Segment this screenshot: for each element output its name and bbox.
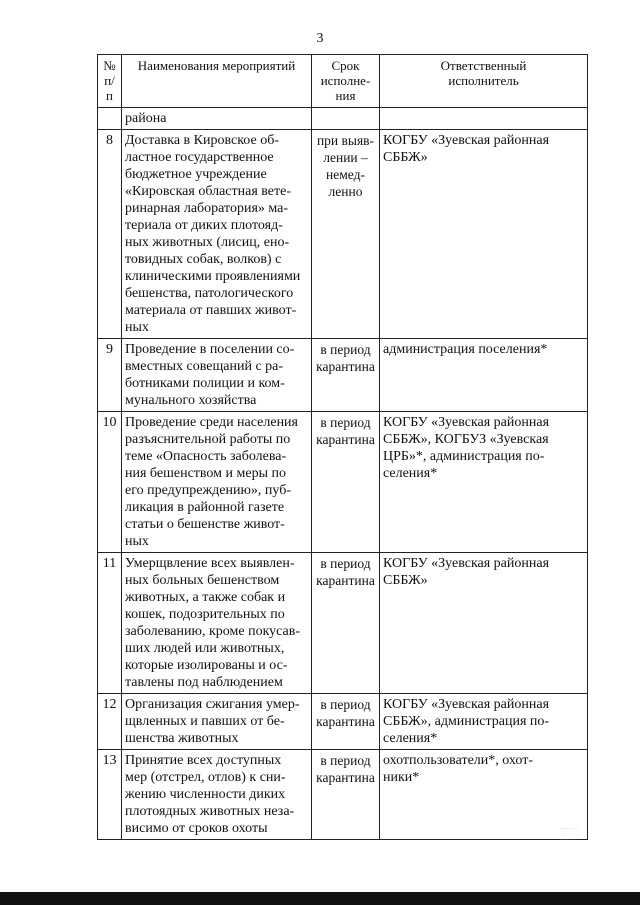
- row-responsible: администрация поселения*: [380, 339, 588, 412]
- row-name: Проведение в поселении со- вместных совещаний с ра- ботниками полиции и ком- мунального хозяйства: [122, 339, 312, 412]
- row-num: 13: [98, 750, 122, 840]
- row-name: Проведение среди населения разъяснительной работы по теме «Опасность заболева- ния бешенством и меры по его предупреждению», пуб- ликация в районной газете статьи о бешенстве живот- ных: [122, 412, 312, 553]
- measures-table: [97, 54, 588, 840]
- row-name: Доставка в Кировское об- ластное государственное бюджетное учреждение «Кировская областная вете- ринарная лаборатория» ма- териала от диких плотояд- ных животных (лисиц, ено- товидных собак, волков) с клиническими проявлениями бешенства, патологического материала от павших живот- ных: [122, 130, 312, 339]
- table-row: [98, 108, 588, 130]
- row-responsible: КОГБУ «Зуевская районная СББЖ», КОГБУЗ «Зуевская ЦРБ»*, администрация по- селения*: [380, 412, 588, 553]
- header-responsible: Ответственный исполнитель: [380, 55, 588, 108]
- table-row: [98, 130, 588, 339]
- scan-bottom-edge: [0, 892, 640, 905]
- row-responsible: [380, 108, 588, 130]
- row-num: 12: [98, 694, 122, 750]
- row-num: 9: [98, 339, 122, 412]
- table-row: [98, 412, 588, 553]
- table-row: [98, 750, 588, 840]
- header-num: № п/п: [98, 55, 122, 108]
- row-name: Организация сжигания умер- щвленных и павших от бе- шенства животных: [122, 694, 312, 750]
- row-term: в период карантина: [312, 412, 380, 553]
- row-responsible: охотпользователи*, охот- ники*: [380, 750, 588, 840]
- table-row: [98, 694, 588, 750]
- row-responsible: КОГБУ «Зуевская районная СББЖ», администрация по- селения*: [380, 694, 588, 750]
- header-term: Срок исполне- ния: [312, 55, 380, 108]
- header-name: Наименования мероприятий: [122, 55, 312, 108]
- row-num: 11: [98, 553, 122, 694]
- row-num: 10: [98, 412, 122, 553]
- row-term: [312, 108, 380, 130]
- row-num: [98, 108, 122, 130]
- row-term: в период карантина: [312, 553, 380, 694]
- row-responsible: КОГБУ «Зуевская районная СББЖ»: [380, 130, 588, 339]
- row-num: 8: [98, 130, 122, 339]
- row-name: Умерщвление всех выявлен- ных больных бешенством животных, а также собак и кошек, подозрительных по заболеванию, кроме покусав- ших людей или животных, которые изолированы и ос- тавлены под наблюдением: [122, 553, 312, 694]
- table-row: [98, 339, 588, 412]
- row-term: в период карантина: [312, 750, 380, 840]
- table-row: [98, 553, 588, 694]
- page-number: 3: [316, 31, 324, 46]
- table-header-row: [98, 55, 588, 108]
- row-term: в период карантина: [312, 694, 380, 750]
- row-term: при выяв- лении – немед- ленно: [312, 130, 380, 339]
- scan-artifact: [560, 828, 578, 840]
- row-responsible: КОГБУ «Зуевская районная СББЖ»: [380, 553, 588, 694]
- row-name: Принятие всех доступных мер (отстрел, отлов) к сни- жению численности диких плотоядных животных неза- висимо от сроков охоты: [122, 750, 312, 840]
- row-term: в период карантина: [312, 339, 380, 412]
- row-name: района: [122, 108, 312, 130]
